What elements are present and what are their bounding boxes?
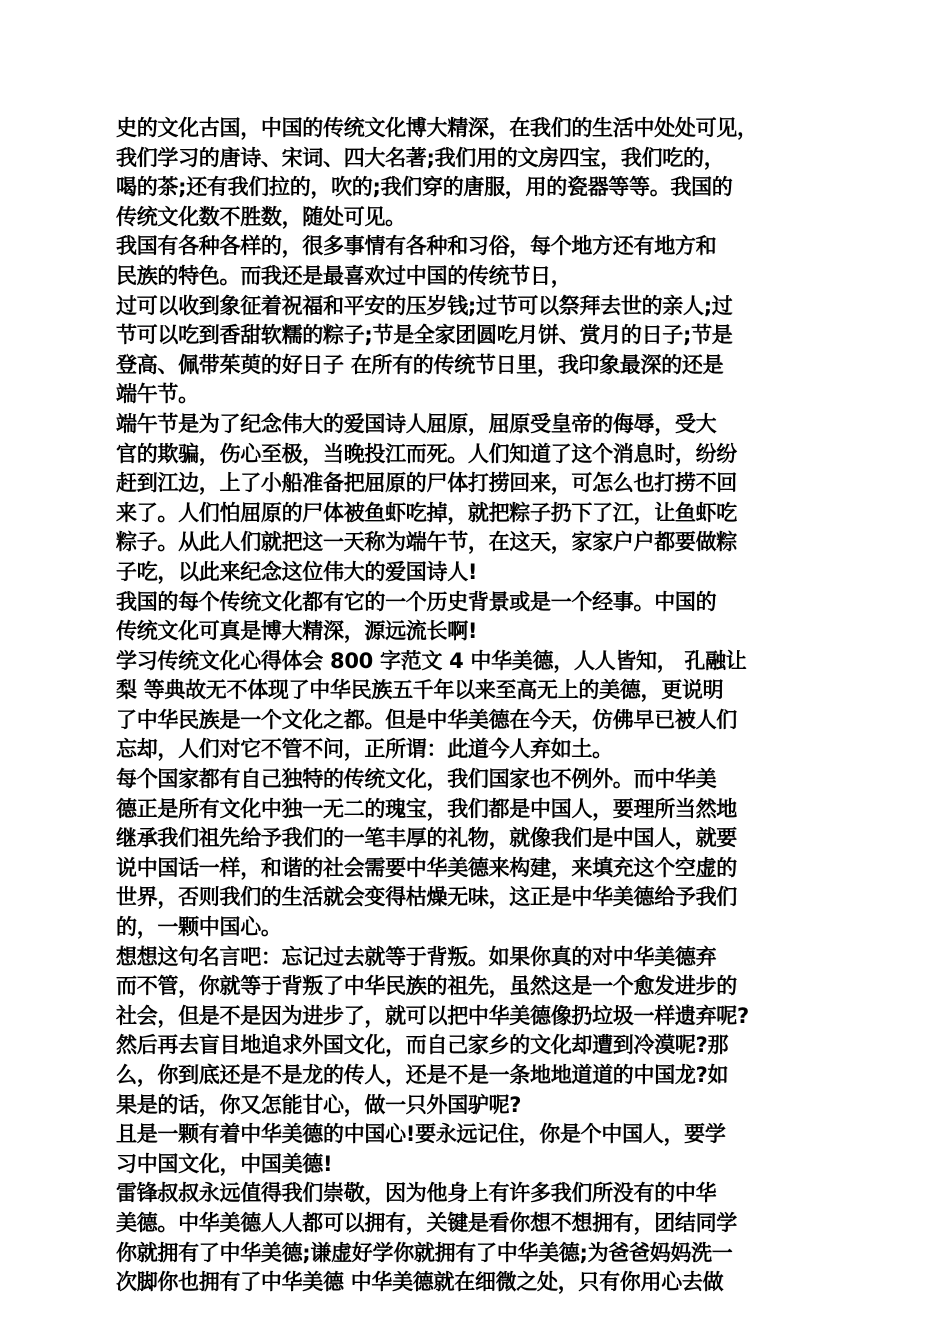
text-line: 且是一颗有着中华美德的中国心!要永远记住，你是个中国人，要学	[116, 1122, 726, 1147]
text-line: 民族的特色。而我还是最喜欢过中国的传统节日，	[116, 263, 572, 288]
text-line: 端午节。	[116, 382, 199, 407]
text-line: 我国的每个传统文化都有它的一个历史背景或是一个经事。中国的	[116, 589, 717, 614]
text-line: 次脚你也拥有了中华美德 中华美德就在细微之处，只有你用心去做	[116, 1270, 724, 1295]
text-line: 我们学习的唐诗、宋词、四大名著;我们用的文房四宝，我们吃的，	[116, 145, 725, 170]
text-line: 学习传统文化心得体会 800 字范文 4 中华美德，人人皆知， 孔融让	[116, 648, 747, 673]
text-line: 来了。人们怕屈原的尸体被鱼虾吃掉，就把粽子扔下了江，让鱼虾吃	[116, 500, 737, 525]
text-line: 世界，否则我们的生活就会变得枯燥无味，这正是中华美德给予我们	[116, 885, 737, 910]
text-line: 德正是所有文化中独一无二的瑰宝，我们都是中国人，要理所当然地	[116, 796, 737, 821]
text-line: 雷锋叔叔永远值得我们崇敬，因为他身上有许多我们所没有的中华	[116, 1181, 717, 1206]
text-line: 史的文化古国，中国的传统文化博大精深，在我们的生活中处处可见，	[116, 116, 758, 140]
text-line: 传统文化可真是博大精深，源远流长啊!	[116, 619, 478, 644]
text-line: 你就拥有了中华美德;谦虚好学你就拥有了中华美德;为爸爸妈妈洗一	[116, 1240, 733, 1265]
text-line: 粽子。从此人们就把这一天称为端午节，在这天，家家户户都要做粽	[116, 530, 737, 555]
text-line: 梨 等典故无不体现了中华民族五千年以来至高无上的美德，更说明	[116, 678, 724, 703]
text-line: 习中国文化，中国美德!	[116, 1151, 333, 1176]
text-line: 忘却，人们对它不管不问，正所谓：此道今人弃如土。	[116, 737, 613, 762]
text-line: 美德。中华美德人人都可以拥有，关键是看你想不想拥有，团结同学	[116, 1210, 737, 1235]
text-line: 子吃，以此来纪念这位伟大的爱国诗人!	[116, 559, 478, 584]
text-line: 了中华民族是一个文化之都。但是中华美德在今天，仿佛早已被人们	[116, 707, 737, 732]
text-line: 过可以收到象征着祝福和平安的压岁钱;过节可以祭拜去世的亲人;过	[116, 293, 733, 318]
text-line: 说中国话一样，和谐的社会需要中华美德来构建，来填充这个空虚的	[116, 855, 737, 880]
text-line: 登高、佩带茱萸的好日子 在所有的传统节日里，我印象最深的还是	[116, 352, 724, 377]
text-line: 我国有各种各样的，很多事情有各种和习俗，每个地方还有地方和	[116, 234, 717, 259]
document-body-text	[116, 114, 856, 1298]
text-line: 喝的茶;还有我们拉的，吹的;我们穿的唐服，用的瓷器等等。我国的	[116, 175, 733, 200]
text-line: 想想这句名言吧：忘记过去就等于背叛。如果你真的对中华美德弃	[116, 944, 717, 969]
text-line: 节可以吃到香甜软糯的粽子;节是全家团圆吃月饼、赏月的日子;节是	[116, 323, 733, 348]
text-line: 传统文化数不胜数，随处可见。	[116, 204, 406, 229]
text-line: 然后再去盲目地追求外国文化，而自己家乡的文化却遭到冷漠呢?那	[116, 1033, 729, 1058]
text-line: 端午节是为了纪念伟大的爱国诗人屈原，屈原受皇帝的侮辱，受大	[116, 411, 717, 436]
text-line: 的，一颗中国心。	[116, 915, 282, 940]
text-line: 而不管，你就等于背叛了中华民族的祖先，虽然这是一个愈发进步的	[116, 974, 737, 999]
text-line: 赶到江边，上了小船准备把屈原的尸体打捞回来，可怎么也打捞不回	[116, 471, 737, 496]
text-line: 继承我们祖先给予我们的一笔丰厚的礼物，就像我们是中国人，就要	[116, 826, 737, 851]
text-line: 社会，但是不是因为进步了，就可以把中华美德像扔垃圾一样遗弃呢?	[116, 1003, 749, 1028]
text-line: 么，你到底还是不是龙的传人，还是不是一条地地道道的中国龙?如	[116, 1063, 729, 1087]
text-line: 每个国家都有自己独特的传统文化，我们国家也不例外。而中华美	[116, 767, 717, 792]
text-line: 果是的话，你又怎能甘心，做一只外国驴呢?	[116, 1092, 522, 1117]
text-line: 官的欺骗，伤心至极，当晚投江而死。人们知道了这个消息时，纷纷	[116, 441, 737, 466]
